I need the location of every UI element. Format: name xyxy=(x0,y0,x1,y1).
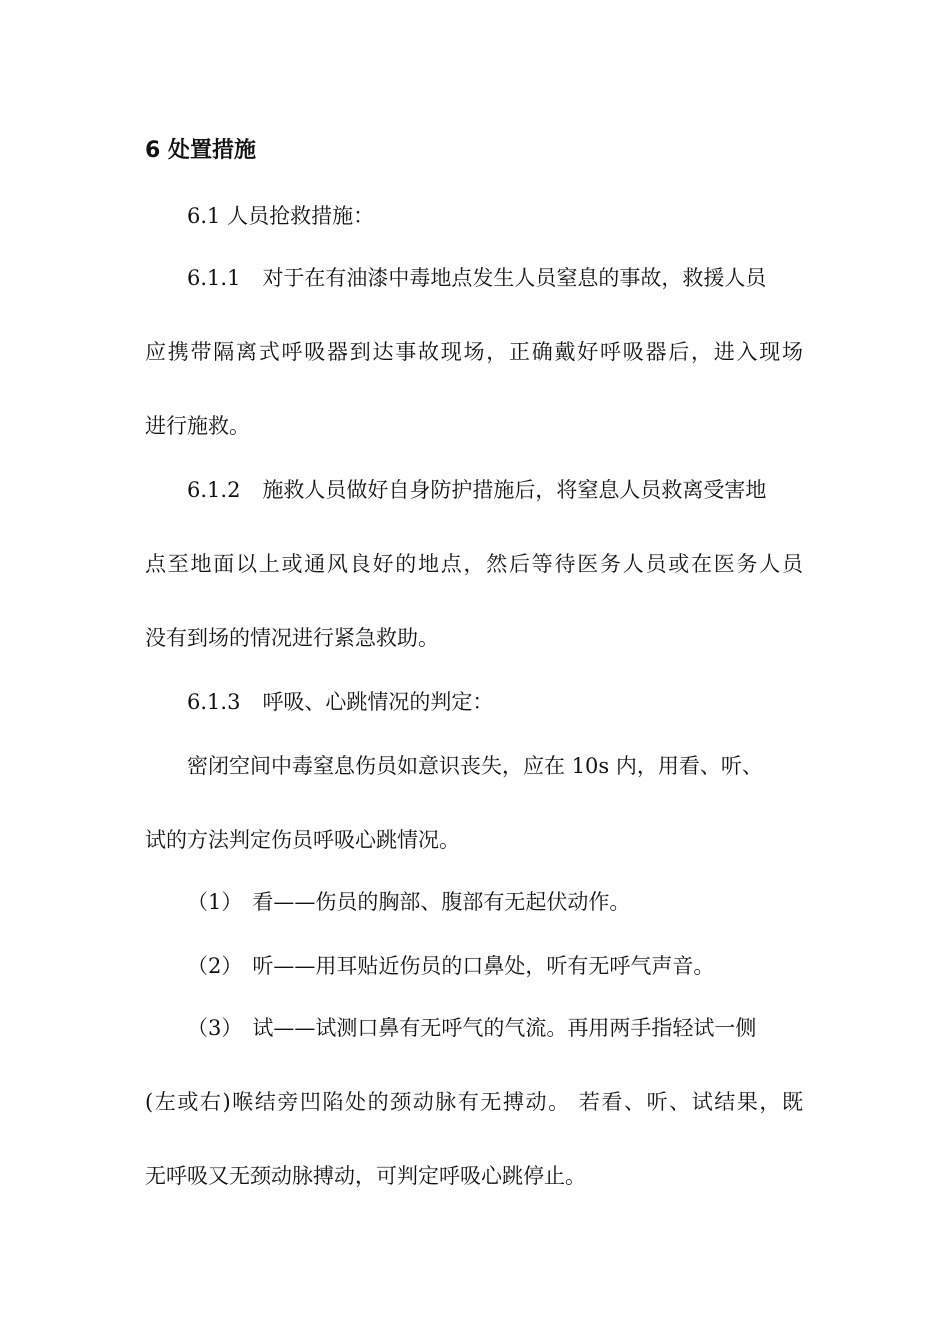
list-item-number: （2） xyxy=(187,954,243,978)
paragraph-6-1-1-line-1 xyxy=(187,268,766,289)
list-item-look xyxy=(187,892,630,913)
list-item-number: （3） xyxy=(187,1016,243,1040)
paragraph-6-1-1-line-3: 进行施救。 xyxy=(145,414,250,438)
section-heading: 6 处置措施 xyxy=(145,138,256,163)
paragraph-judgement-line-1: 密闭空间中毒窒息伤员如意识丧失，应在 10s 内，用看、听、 xyxy=(187,754,763,778)
list-item-test-line-1 xyxy=(187,1018,756,1039)
paragraph-6-1-2-line-3: 没有到场的情况进行紧急救助。 xyxy=(145,626,439,650)
list-item-number: （1） xyxy=(187,890,243,914)
list-item-test-line-2: (左或右)喉结旁凹陷处的颈动脉有无搏动。 若看、听、试结果，既 xyxy=(145,1090,803,1114)
paragraph-6-1-2-line-1 xyxy=(187,480,766,501)
clause-text: 施救人员做好自身防护措施后，将窒息人员救离受害地 xyxy=(262,478,767,502)
list-item-text: 听——用耳贴近伤员的口鼻处，听有无呼气声音。 xyxy=(252,954,715,978)
paragraph-6-1-1-line-2: 应携带隔离式呼吸器到达事故现场，正确戴好呼吸器后，进入现场 xyxy=(145,340,803,364)
paragraph-6-1: 6.1 人员抢救措施： xyxy=(187,204,375,228)
list-item-text: 看——伤员的胸部、腹部有无起伏动作。 xyxy=(252,890,631,914)
paragraph-judgement-line-2: 试的方法判定伤员呼吸心跳情况。 xyxy=(145,828,460,852)
clause-number: 6.1.2 xyxy=(187,478,241,502)
list-item-test-line-3: 无呼吸又无颈动脉搏动，可判定呼吸心跳停止。 xyxy=(145,1164,586,1188)
clause-text: 呼吸、心跳情况的判定： xyxy=(262,690,494,714)
clause-text: 对于在有油漆中毒地点发生人员窒息的事故，救援人员 xyxy=(262,266,767,290)
paragraph-6-1-3 xyxy=(187,692,493,713)
paragraph-6-1-2-line-2: 点至地面以上或通风良好的地点，然后等待医务人员或在医务人员 xyxy=(145,552,803,576)
list-item-listen xyxy=(187,956,714,977)
clause-number: 6.1.1 xyxy=(187,266,241,290)
clause-number: 6.1.3 xyxy=(187,690,241,714)
list-item-text: 试——试测口鼻有无呼气的气流。再用两手指轻试一侧 xyxy=(252,1016,757,1040)
